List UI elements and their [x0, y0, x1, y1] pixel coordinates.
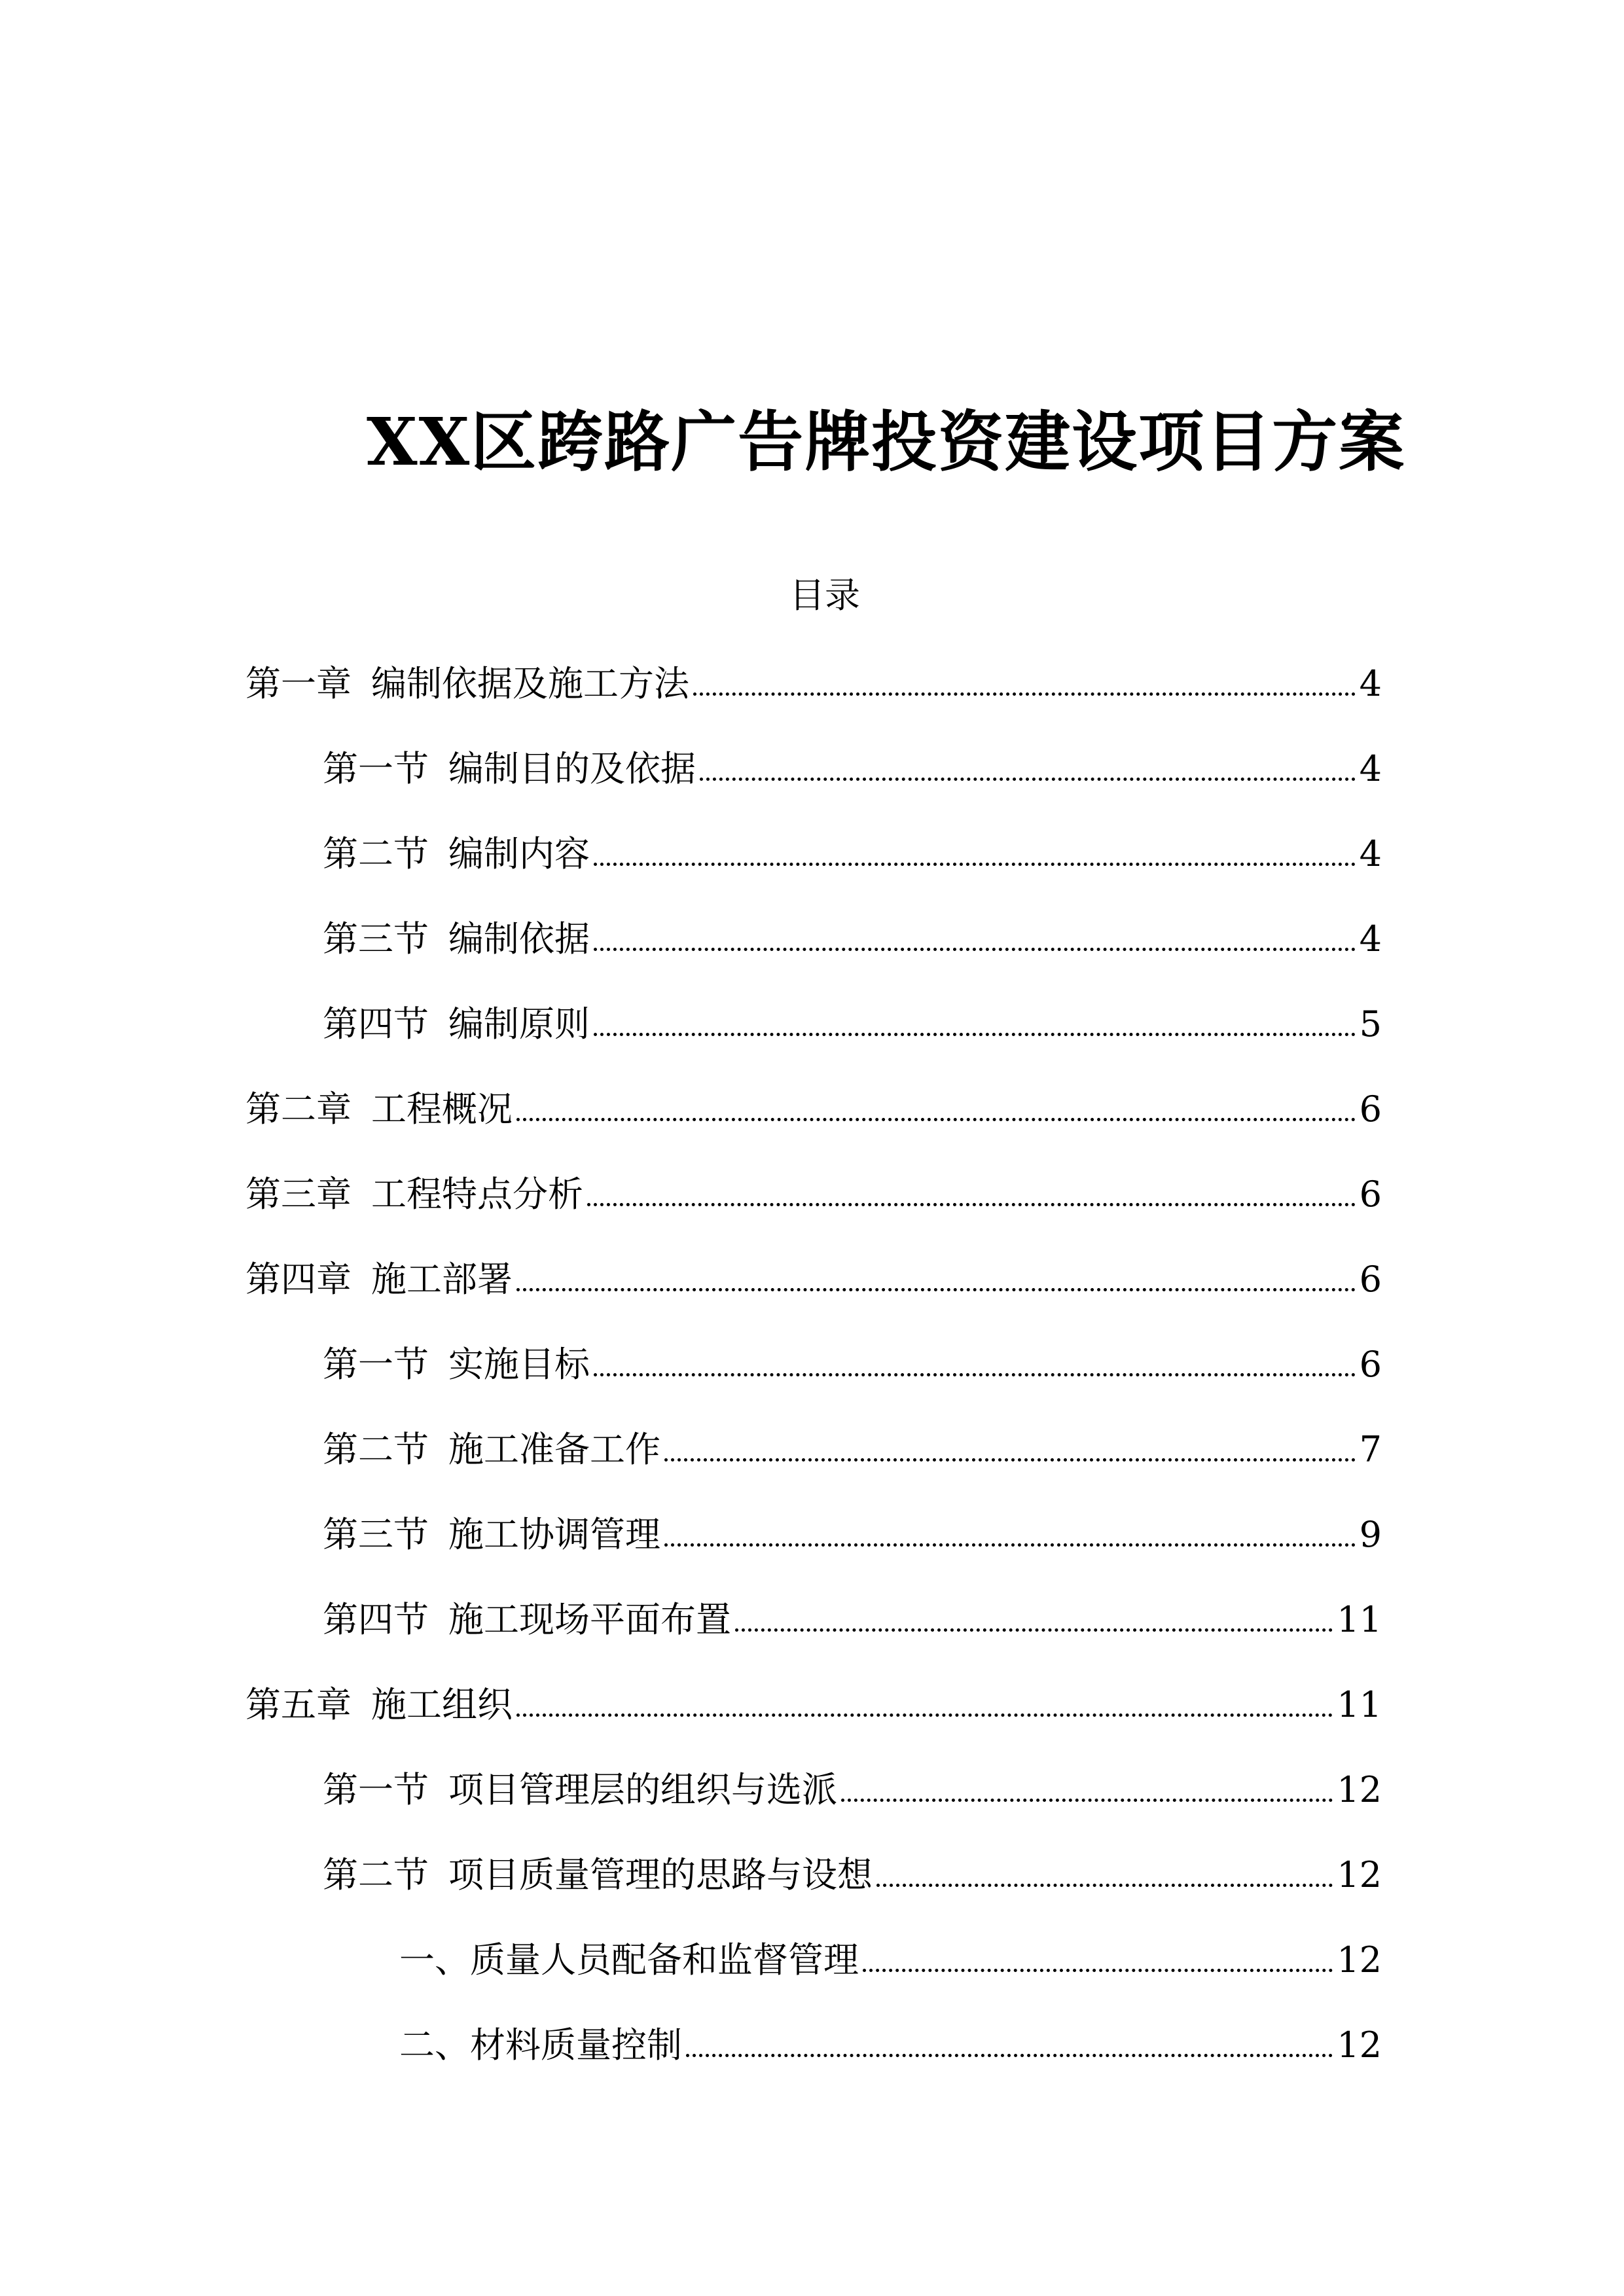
toc-entry-section[interactable]: [323, 913, 1382, 965]
toc-entry-page-number: 9: [1359, 1514, 1382, 1555]
toc-entry-number: 第四节: [323, 1599, 429, 1640]
toc-entry-chapter[interactable]: [245, 1168, 1382, 1221]
toc-dot-leader: [594, 1033, 1356, 1036]
toc-entry-section[interactable]: [323, 1424, 1382, 1476]
toc-entry-section[interactable]: [323, 1594, 1382, 1646]
toc-entry-number: 第三章: [245, 1174, 352, 1215]
toc-entry-page-number: 12: [1337, 1939, 1382, 1981]
toc-entry-number: 第一章: [245, 663, 352, 704]
toc-dot-leader: [686, 2054, 1333, 2057]
toc-entry-title: 施工协调管理: [448, 1514, 660, 1555]
toc-dot-leader: [664, 1543, 1356, 1547]
toc-entry-number: 第二节: [323, 1854, 429, 1895]
toc-dot-leader: [863, 1969, 1333, 1972]
toc-dot-leader: [594, 948, 1356, 951]
toc-entry-title: 编制内容: [448, 833, 590, 874]
toc-entry-page-number: 6: [1359, 1259, 1382, 1300]
toc-entry-page-number: 4: [1359, 748, 1382, 789]
toc-entry-number: 第一节: [323, 1769, 429, 1810]
toc-entry-title: 工程概况: [371, 1088, 513, 1130]
toc-entry-page-number: 7: [1359, 1429, 1382, 1470]
toc-entry-title: 项目管理层的组织与选派: [448, 1769, 837, 1810]
toc-dot-leader: [664, 1458, 1356, 1462]
toc-entry-page-number: 6: [1359, 1344, 1382, 1385]
toc-entry-title: 工程特点分析: [371, 1174, 583, 1215]
toc-entry-subsection[interactable]: [399, 2019, 1382, 2072]
toc-entry-number: 第三节: [323, 918, 429, 960]
toc-entry-section[interactable]: [323, 828, 1382, 880]
toc-dot-leader: [587, 1203, 1356, 1206]
toc-entry-page-number: 5: [1359, 1003, 1382, 1045]
toc-entry-title: 编制目的及依据: [448, 748, 696, 789]
toc-entry-number: 第五章: [245, 1684, 352, 1725]
toc-entry-chapter[interactable]: [245, 1253, 1382, 1306]
toc-entry-number: 第一节: [323, 1344, 429, 1385]
toc-entry-page-number: 6: [1359, 1174, 1382, 1215]
toc-entry-title: 材料质量控制: [470, 2024, 682, 2066]
toc-entry-subsection[interactable]: [399, 1934, 1382, 1986]
toc-entry-title: 实施目标: [448, 1344, 590, 1385]
toc-entry-page-number: 6: [1359, 1088, 1382, 1130]
toc-dot-leader: [516, 1288, 1356, 1291]
toc-entry-page-number: 11: [1337, 1599, 1382, 1640]
toc-entry-title: 编制依据及施工方法: [371, 663, 689, 704]
toc-heading: 目录: [789, 575, 860, 616]
toc-entry-title: 质量人员配备和监督管理: [470, 1939, 859, 1981]
toc-dot-leader: [594, 1373, 1356, 1376]
toc-dot-leader: [841, 1799, 1333, 1802]
toc-entry-section[interactable]: [323, 743, 1382, 795]
toc-entry-page-number: 4: [1359, 833, 1382, 874]
toc-entry-section[interactable]: [323, 1338, 1382, 1391]
toc-entry-section[interactable]: [323, 1509, 1382, 1561]
toc-entry-chapter[interactable]: [245, 1679, 1382, 1731]
toc-entry-number: 二、: [399, 2024, 470, 2066]
toc-dot-leader: [516, 1118, 1356, 1121]
toc-entry-section[interactable]: [323, 998, 1382, 1050]
toc-entry-section[interactable]: [323, 1764, 1382, 1816]
toc-entry-page-number: 4: [1359, 918, 1382, 960]
toc-entry-number: 第二节: [323, 833, 429, 874]
toc-entry-number: 第二章: [245, 1088, 352, 1130]
toc-dot-leader: [700, 778, 1356, 781]
toc-entry-number: 第四节: [323, 1003, 429, 1045]
toc-dot-leader: [516, 1713, 1333, 1717]
toc-dot-leader: [693, 692, 1356, 696]
toc-entry-page-number: 12: [1337, 2024, 1382, 2066]
toc-entry-page-number: 12: [1337, 1769, 1382, 1810]
toc-dot-leader: [735, 1628, 1333, 1632]
document-title: XX区跨路广告牌投资建设项目方案: [367, 403, 1406, 480]
toc-entry-chapter[interactable]: [245, 658, 1382, 710]
toc-entry-section[interactable]: [323, 1849, 1382, 1901]
toc-entry-number: 一、: [399, 1939, 470, 1981]
toc-entry-page-number: 4: [1359, 663, 1382, 704]
toc-entry-number: 第一节: [323, 748, 429, 789]
toc-entry-number: 第四章: [245, 1259, 352, 1300]
toc-dot-leader: [876, 1884, 1333, 1887]
toc-entry-title: 施工准备工作: [448, 1429, 660, 1470]
toc-entry-chapter[interactable]: [245, 1083, 1382, 1136]
toc-entry-title: 编制依据: [448, 918, 590, 960]
toc-entry-page-number: 12: [1337, 1854, 1382, 1895]
toc-entry-page-number: 11: [1337, 1684, 1382, 1725]
toc-entry-title: 施工部署: [371, 1259, 513, 1300]
toc-entry-number: 第二节: [323, 1429, 429, 1470]
toc-entry-title: 项目质量管理的思路与设想: [448, 1854, 873, 1895]
toc-entry-title: 编制原则: [448, 1003, 590, 1045]
toc-dot-leader: [594, 863, 1356, 866]
toc-entry-title: 施工组织: [371, 1684, 513, 1725]
toc-entry-number: 第三节: [323, 1514, 429, 1555]
toc-entry-title: 施工现场平面布置: [448, 1599, 731, 1640]
